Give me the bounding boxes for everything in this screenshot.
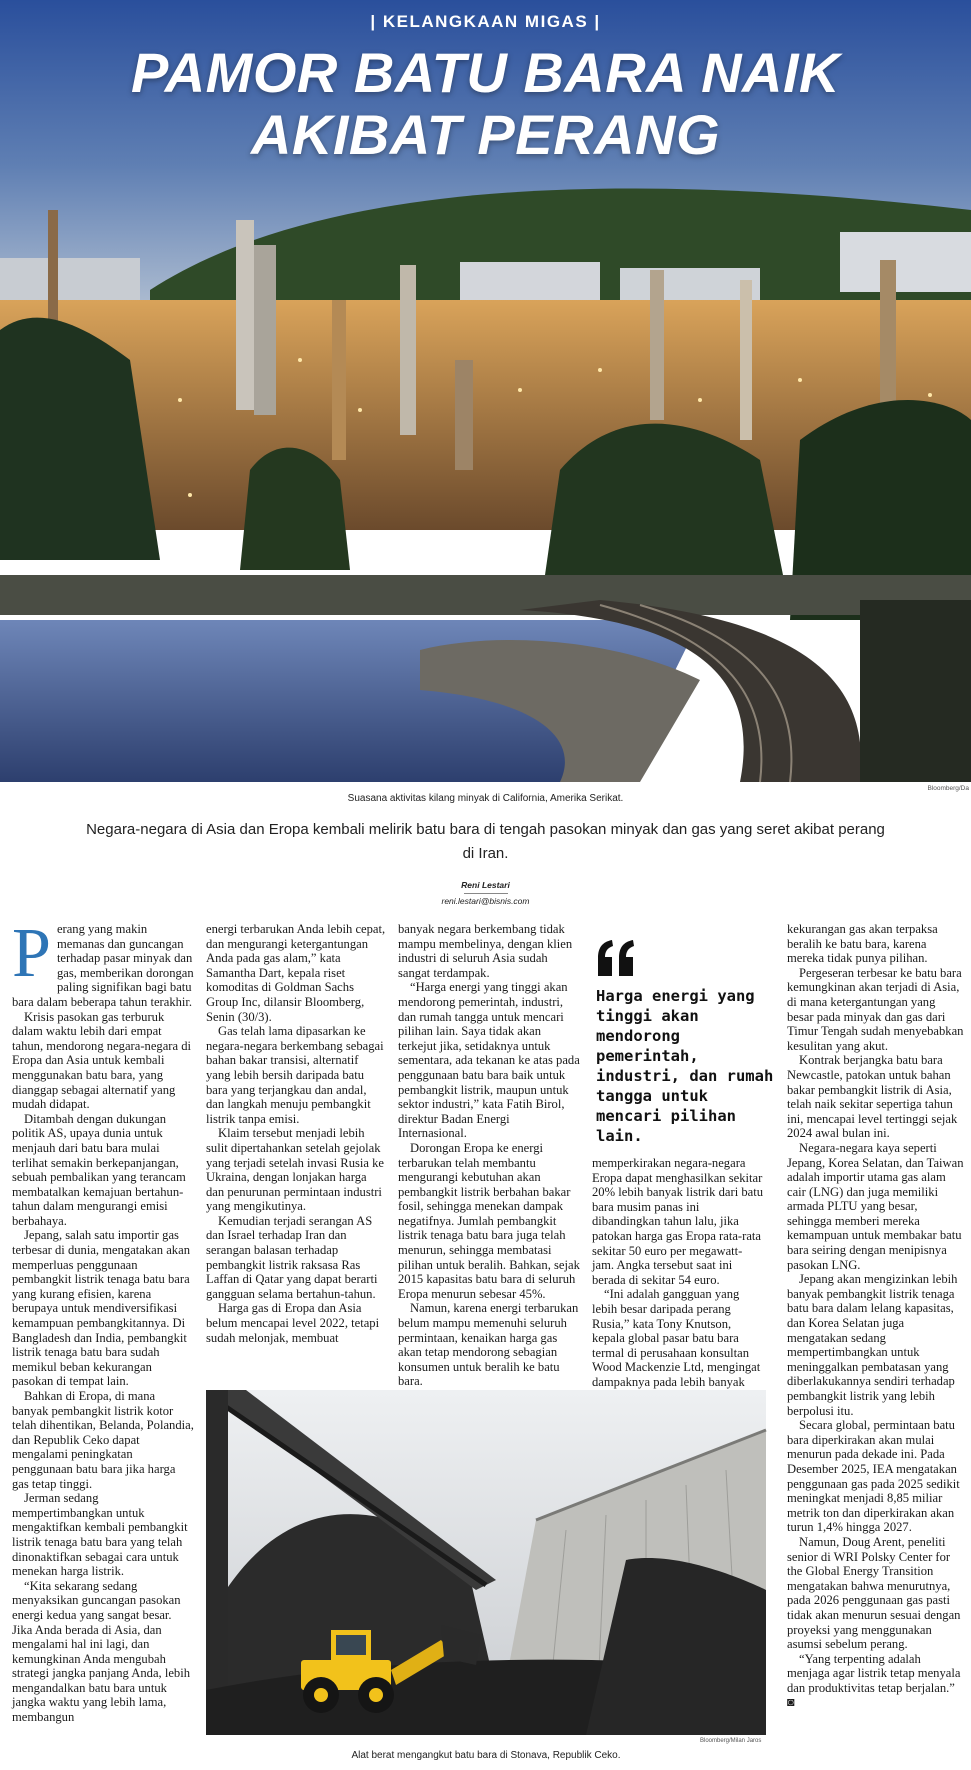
paragraph: Jepang akan mengizinkan lebih banyak pembangkit listrik tenaga batu bara dalam lelang kapasitas, dan Korea Selatan juga mengatakan sedang mempertimbangkan untuk meninggalkan pembatasan yang diberlakukannya sendiri terhadap pembangkit listrik yang lebih berpolusi itu.: [787, 1272, 958, 1418]
coal-loader-photo: [206, 1390, 766, 1735]
photo-credit: Bloomberg/Da: [927, 785, 969, 792]
lead-paragraph: Negara-negara di Asia dan Eropa kembali melirik batu bara di tengah pasokan minyak dan gas yang seret akibat perang di Iran.: [86, 821, 885, 862]
paragraph: Namun, Doug Arent, peneliti senior di WRI Polsky Center for the Global Energy Transition mengatakan bahwa menurutnya, pada 2026 penggunaan gas pasti tidak akan menurun sesuai dengan proyeksi yang menggunakan asumsi sebelum perang.: [787, 1534, 961, 1652]
paragraph: Dorongan Eropa ke energi terbarukan telah membantu mengurangi kebutuhan akan pembangkit listrik berbahan bakar fosil, sehingga menekan dampak negatifnya. Jumlah pembangkit listrik tenaga batu bara juga telah menurun, sehingga membatasi pilihan untuk beralih. Bahkan, sejak 2015 kapasitas batu bara di seluruh Eropa menurun sebesar 45%.: [398, 1140, 580, 1301]
paragraph: kekurangan gas akan terpaksa beralih ke batu bara, karena mereka tidak punya pilihan.: [787, 922, 938, 966]
paragraph: Secara global, permintaan batu bara diperkirakan akan mulai menurun pada dekade ini. Pada Desember 2025, IEA mengatakan penggunaan gas pada 2025 sedikit meningkat menjadi 8,85 miliar metrik ton dan diperkirakan akan turun 1,4% hingga 2027.: [787, 1418, 960, 1535]
paragraph: Bahkan di Eropa, di mana banyak pembangkit listrik kotor telah dihentikan, Belanda, Polandia, dan Republik Ceko dapat mengalami peningkatan penggunaan batu bara jika harga gas tetap tinggi.: [12, 1389, 194, 1491]
pull-quote: Harga energi yang tinggi akan mendorong pemerintah, industri, dan rumah tangga untuk mencari pilihan lain.: [596, 987, 774, 1145]
column-5: [787, 922, 965, 1767]
paragraph: Harga gas di Eropa dan Asia belum mencapai level 2022, tetapi sudah melonjak, membuat: [206, 1301, 380, 1345]
drop-cap: P: [12, 915, 51, 992]
paragraph: energi terbarukan Anda lebih cepat, dan mengurangi ketergantungan Anda pada gas alam,” kata Samantha Dart, kepala riset komoditas di Goldman Sachs Group Inc, dilansir Bloomberg, Senin (30/3).: [206, 922, 386, 1024]
quote-mark-icon: [596, 940, 636, 976]
paragraph: Pergeseran terbesar ke batu bara kemungkinan akan terjadi di Asia, di mana ketergantungan yang besar pada minyak dan gas dari Timur Tengah sudah menyebabkan kesulitan yang akut.: [787, 965, 964, 1053]
paragraph: “Ini adalah gangguan yang lebih besar daripada perang Rusia,” kata Tony Knutson, kepala global pasar batu bara termal di perusahaan konsultan Wood Mackenzie Ltd, mengingat dampaknya pada lebih banyak: [592, 1287, 761, 1389]
paragraph: Jepang, salah satu importir gas terbesar di dunia, mengatakan akan memperluas penggunaan pembangkit listrik tenaga batu bara yang kurang efisien, karena berupaya untuk mendiversifikasi kemampuan pembangkitannya. Di Bangladesh dan India, pembangkit listrik tenaga batu bara sudah memikul beban kekurangan pasokan di tempat lain.: [12, 1228, 190, 1389]
paragraph: Krisis pasokan gas terburuk dalam waktu lebih dari empat tahun, mendorong negara-negara di Eropa dan Asia untuk kembali menggunakan batu bara, yang dianggap sebagai alternatif yang mudah didapat.: [12, 1009, 192, 1112]
paragraph: memperkirakan negara-negara Eropa dapat menghasilkan sekitar 20% lebih banyak listrik dari batu bara musim panas ini dibandingkan tahun lalu, jika patokan harga gas Eropa rata-rata sekitar 50 euro per megawatt-jam. Angka tersebut saat ini berada di sekitar 54 euro.: [592, 1156, 764, 1287]
column-4: [592, 1156, 764, 1389]
headline-line-1: PAMOR BATU BARA NAIK: [131, 41, 840, 104]
photo-credit-2: Bloomberg/Milan Jaros: [700, 1738, 762, 1744]
paragraph: banyak negara berkembang tidak mampu membelinya, dengan klien industri di seluruh Asia sudah sangat terdampak.: [398, 922, 573, 980]
paragraph: Negara-negara kaya seperti Jepang, Korea Selatan, dan Taiwan adalah importir utama gas alam cair (LNG) dan juga memiliki armada PLTU yang besar, sehingga memberi mereka kemampuan untuk membakar batu bara seiring dengan menipisnya pasokan LNG.: [787, 1140, 964, 1272]
paragraph: Jerman sedang mempertimbangkan untuk mengaktifkan kembali pembangkit listrik tenaga batu bara yang telah dinonaktifkan sebagai cara untuk menekan harga listrik.: [12, 1491, 188, 1579]
headline: [0, 42, 971, 166]
paragraph: Klaim tersebut menjadi lebih sulit dipertahankan setelah gejolak yang terjadi setelah invasi Rusia ke Ukraina, dengan lonjakan harga dan penurunan permintaan industri yang mengikutinya.: [206, 1126, 385, 1214]
headline-line-2: AKIBAT PERANG: [250, 103, 721, 166]
paragraph: Kemudian terjadi serangan AS dan Israel terhadap Iran dan serangan balasan terhadap pembangkit listrik raksasa Ras Laffan di Qatar yang dapat berarti gangguan selama bertahun-tahun.: [206, 1213, 378, 1301]
paragraph: “Kita sekarang sedang menyaksikan guncangan pasokan energi kedua yang sangat besar. Jika Anda berada di Asia, dan mengalami hal ini lagi, dan kemungkinan Anda mengubah strategi jangka panjang Anda, lebih mengandalkan batu bara untuk jangka waktu yang lebih lama, membangun: [12, 1578, 191, 1725]
author-name: Reni Lestari: [461, 880, 510, 890]
section-kicker: | KELANGKAAN MIGAS |: [370, 12, 601, 31]
paragraph: “Yang terpenting adalah menjaga agar listrik tetap menyala dan produktivitas tetap berjalan.” ◙: [787, 1651, 961, 1710]
coal-yard-image: [206, 1390, 766, 1735]
photo-caption: Suasana aktivitas kilang minyak di California, Amerika Serikat.: [347, 793, 624, 804]
paragraph: Ditambah dengan dukungan politik AS, upaya dunia untuk menjauh dari batu bara mulai terlihat semakin berkepanjangan, sebuah pembalikan yang terancam membatalkan kemajuan bertahun-tahun dalam mengurangi emisi berbahaya.: [12, 1111, 186, 1228]
paragraph: “Harga energi yang tinggi akan mendorong pemerintah, industri, dan rumah tangga untuk mencari pilihan lain. Saya tidak akan terkejut jika, setidaknya untuk sementara, ada tekanan ke atas pada penggunaan batu bara baik untuk pembangkit listrik, maupun untuk sektor industri,” kata Fatih Birol, direktur Badan Energi Internasional.: [398, 980, 580, 1141]
byline-divider: [464, 893, 508, 894]
paragraph: Gas telah lama dipasarkan ke negara-negara berkembang sebagai bahan bakar transisi, alternatif yang lebih bersih daripada batu bara yang terjangkau dan andal, dan langkah menuju pembangkit listrik tanpa emisi.: [206, 1024, 384, 1126]
column-2: [206, 922, 386, 1384]
author-email: reni.lestari@bisnis.com: [441, 896, 530, 906]
paragraph: erang yang makin memanas dan guncangan terhadap pasar minyak dan gas, memberikan dorongan paling signifikan bagi batu bara dalam beberapa tahun terakhir.: [12, 922, 194, 1009]
photo-caption-2: Alat berat mengangkut batu bara di Stonava, Republik Ceko.: [351, 1750, 621, 1761]
byline: [0, 880, 971, 907]
paragraph: Kontrak berjangka batu bara Newcastle, patokan untuk bahan bakar pembangkit listrik di Asia, telah naik sekitar sepertiga tahun ini, mencapai level tertinggi sejak 2024 awal bulan ini.: [787, 1053, 958, 1141]
paragraph: Namun, karena energi terbarukan belum mampu memenuhi seluruh permintaan, kenaikan harga gas akan tetap mendorong sebagian konsumen untuk beralih ke batu bara.: [398, 1301, 579, 1389]
column-1: [12, 915, 194, 1767]
hero-photo: [0, 0, 971, 782]
column-3: [398, 922, 580, 1440]
